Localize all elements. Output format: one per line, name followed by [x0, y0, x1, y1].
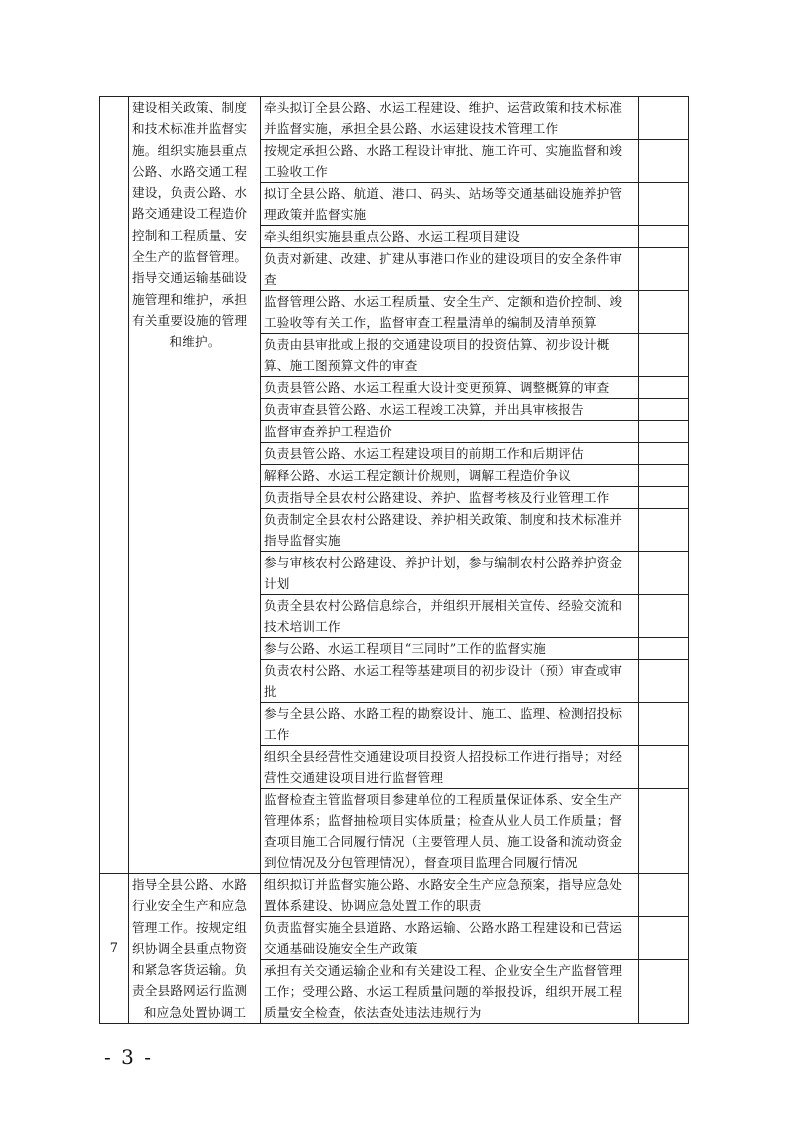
remark-cell: [639, 552, 689, 595]
remark-cell: [639, 874, 689, 917]
remark-cell: [639, 377, 689, 399]
remark-cell: [639, 660, 689, 703]
remark-cell: [639, 703, 689, 746]
task-cell: 负责指导全县农村公路建设、养护、监督考核及行业管理工作: [261, 487, 639, 509]
task-cell: 负责制定全县农村公路建设、养护相关政策、制度和技术标准并指导监督实施: [261, 509, 639, 552]
task-cell: 参与公路、水运工程项目“三同时”工作的监督实施: [261, 638, 639, 660]
task-cell: 负责农村公路、水运工程等基建项目的初步设计（预）审查或审批: [261, 660, 639, 703]
responsibility-line: 和紧急客货运输。负: [132, 962, 248, 978]
responsibility-line: 有关重要设施的管理: [132, 312, 248, 328]
responsibility-table: [99, 96, 689, 1024]
remark-cell: [639, 487, 689, 509]
remark-cell: [639, 789, 689, 874]
task-cell: 牵头拟订全县公路、水运工程建设、维护、运营政策和技术标准并监督实施，承担全县公路、水运建设技术管理工作: [261, 97, 639, 140]
main-responsibility: [129, 874, 261, 1024]
remark-cell: [639, 140, 689, 183]
task-cell: 负责县管公路、水运工程重大设计变更预算、调整概算的审查: [261, 377, 639, 399]
responsibility-line: 行业安全生产和应急: [132, 898, 248, 914]
remark-cell: [639, 421, 689, 443]
responsibility-line: 全生产的监督管理。: [132, 249, 248, 265]
remark-cell: [639, 291, 689, 334]
task-cell: 监督检查主管监督项目参建单位的工程质量保证体系、安全生产管理体系；监督抽检项目实体质量；检查从业人员工作质量；督查项目施工合同履行情况（主要管理人员、施工设备和流动资金到位情况及分包管理情况），督查项目监理合同履行情况: [261, 789, 639, 874]
responsibility-line-last: 和维护。: [169, 334, 221, 350]
remark-cell: [639, 465, 689, 487]
responsibility-line: 指导交通运输基础设: [132, 270, 248, 286]
task-cell: 负责对新建、改建、扩建从事港口作业的建设项目的安全条件审查: [261, 248, 639, 291]
responsibility-line: 公路、水路交通工程: [132, 163, 248, 179]
remark-cell: [639, 226, 689, 248]
responsibility-line: 建设相关政策、制度: [132, 100, 248, 115]
responsibility-line-last: 和应急处置协调工: [143, 1004, 247, 1020]
task-cell: 解释公路、水运工程定额计价规则，调解工程造价争议: [261, 465, 639, 487]
responsibility-line: 路交通建设工程造价: [132, 206, 248, 222]
remark-cell: [639, 509, 689, 552]
responsibility-line: 和技术标准并监督实: [132, 121, 248, 137]
remark-cell: [639, 334, 689, 377]
responsibility-line: 建设，负责公路、水: [132, 185, 248, 201]
task-cell: 拟订全县公路、航道、港口、码头、站场等交通基础设施养护管理政策并监督实施: [261, 183, 639, 226]
remark-cell: [639, 97, 689, 140]
task-cell: 参与全县公路、水路工程的勘察设计、施工、监理、检测招投标工作: [261, 703, 639, 746]
table-body: [100, 97, 689, 1024]
main-responsibility: [129, 97, 261, 874]
responsibility-line: 管理工作。按规定组: [132, 919, 248, 935]
page-number: - 3 -: [104, 1045, 153, 1069]
table-row: [100, 874, 689, 917]
remark-cell: [639, 248, 689, 291]
remark-cell: [639, 638, 689, 660]
table-row: [100, 97, 689, 140]
task-cell: 负责全县农村公路信息综合，并组织开展相关宣传、经验交流和技术培训工作: [261, 595, 639, 638]
responsibility-line: 责全县路网运行监测: [132, 983, 248, 999]
remark-cell: [639, 399, 689, 421]
item-number: [100, 97, 129, 874]
task-cell: 组织拟订并监督实施公路、水路安全生产应急预案，指导应急处置体系建设、协调应急处置工作的职责: [261, 874, 639, 917]
task-cell: 负责审查县管公路、水运工程竣工决算，并出具审核报告: [261, 399, 639, 421]
task-cell: 组织全县经营性交通建设项目投资人招投标工作进行指导；对经营性交通建设项目进行监督管理: [261, 746, 639, 789]
task-cell: 承担有关交通运输企业和有关建设工程、企业安全生产监督管理工作；受理公路、水运工程质量问题的举报投诉，组织开展工程质量安全检查，依法查处违法违规行为: [261, 960, 639, 1024]
remark-cell: [639, 183, 689, 226]
item-number: 7: [100, 874, 129, 1024]
responsibility-line: 施。组织实施县重点: [132, 142, 248, 158]
task-cell: 牵头组织实施县重点公路、水运工程项目建设: [261, 226, 639, 248]
remark-cell: [639, 746, 689, 789]
task-cell: 参与审核农村公路建设、养护计划，参与编制农村公路养护资金计划: [261, 552, 639, 595]
responsibility-line: 控制和工程质量、安: [132, 227, 248, 243]
task-cell: 负责监督实施全县道路、水路运输、公路水路工程建设和已营运交通基础设施安全生产政策: [261, 917, 639, 960]
task-cell: 监督审查养护工程造价: [261, 421, 639, 443]
task-cell: 负责由县审批或上报的交通建设项目的投资估算、初步设计概算、施工图预算文件的审查: [261, 334, 639, 377]
remark-cell: [639, 917, 689, 960]
task-cell: 负责县管公路、水运工程建设项目的前期工作和后期评估: [261, 443, 639, 465]
responsibility-line: 施管理和维护，承担: [132, 291, 248, 307]
remark-cell: [639, 595, 689, 638]
task-cell: 监督管理公路、水运工程质量、安全生产、定额和造价控制、竣工验收等有关工作，监督审查工程量清单的编制及清单预算: [261, 291, 639, 334]
task-cell: 按规定承担公路、水路工程设计审批、施工许可、实施监督和竣工验收工作: [261, 140, 639, 183]
responsibility-line: 指导全县公路、水路: [132, 877, 248, 892]
remark-cell: [639, 960, 689, 1024]
remark-cell: [639, 443, 689, 465]
responsibility-line: 织协调全县重点物资: [132, 940, 248, 956]
